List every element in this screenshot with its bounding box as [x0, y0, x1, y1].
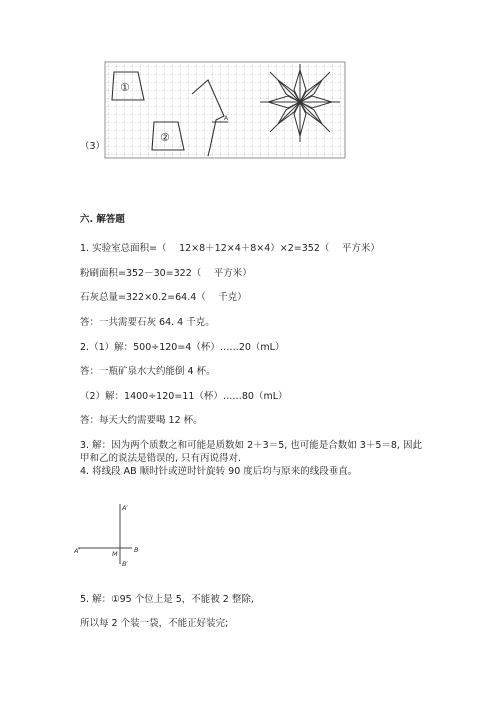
label-m: M: [112, 550, 118, 558]
q2-answer-2: 答：每天大约需要喝 12 杯。: [80, 415, 203, 426]
q1-line-2: 粉刷面积=352－30=322（ 平方米）: [80, 268, 252, 279]
q5-line-1: 5. 解：①95 个位上是 5，不能被 2 整除,: [80, 594, 254, 605]
shape-2-label: ②: [160, 131, 170, 144]
q4-line-1: 4. 将线段 AB 顺时针或逆时针旋转 90 度后均与原来的线段垂直。: [80, 466, 358, 477]
section-title: 六. 解答题: [80, 214, 125, 225]
point-a-label: A: [224, 115, 229, 122]
rotation-diagram: [74, 498, 164, 576]
label-b-prime: B′: [122, 560, 128, 568]
q3-line-2: 甲和乙的说法是错误的, 只有丙说得对.: [80, 453, 242, 464]
label-a-prime-left: A′: [74, 547, 80, 555]
q5-line-2: 所以每 2 个装一袋，不能正好装完;: [80, 618, 229, 629]
shape-1-label: ①: [120, 81, 130, 94]
q1-line-1: 1. 实验室总面积=（ 12×8＋12×4＋8×4）×2=352（ 平方米）: [80, 243, 380, 254]
q2-part-1: 2.（1）解：500÷120=4（杯）……20（mL）: [80, 342, 285, 353]
q2-answer-1: 答：一瓶矿泉水大约能倒 4 杯。: [80, 366, 216, 377]
q1-line-3: 石灰总量=322×0.2=64.4（ 千克）: [80, 292, 247, 303]
q2-part-2: （2）解：1400÷120=11（杯）……80（mL）: [80, 391, 288, 402]
figure-label: （3）: [80, 141, 106, 152]
label-a-prime-top: A′: [122, 504, 128, 512]
q1-answer: 答：一共需要石灰 64. 4 千克。: [80, 317, 215, 328]
label-b: B: [134, 546, 139, 554]
q3-line-1: 3. 解：因为两个质数之和可能是质数如 2＋3＝5, 也可能是合数如 3＋5＝8, 因此: [80, 440, 422, 451]
grid-figure: [100, 58, 352, 166]
